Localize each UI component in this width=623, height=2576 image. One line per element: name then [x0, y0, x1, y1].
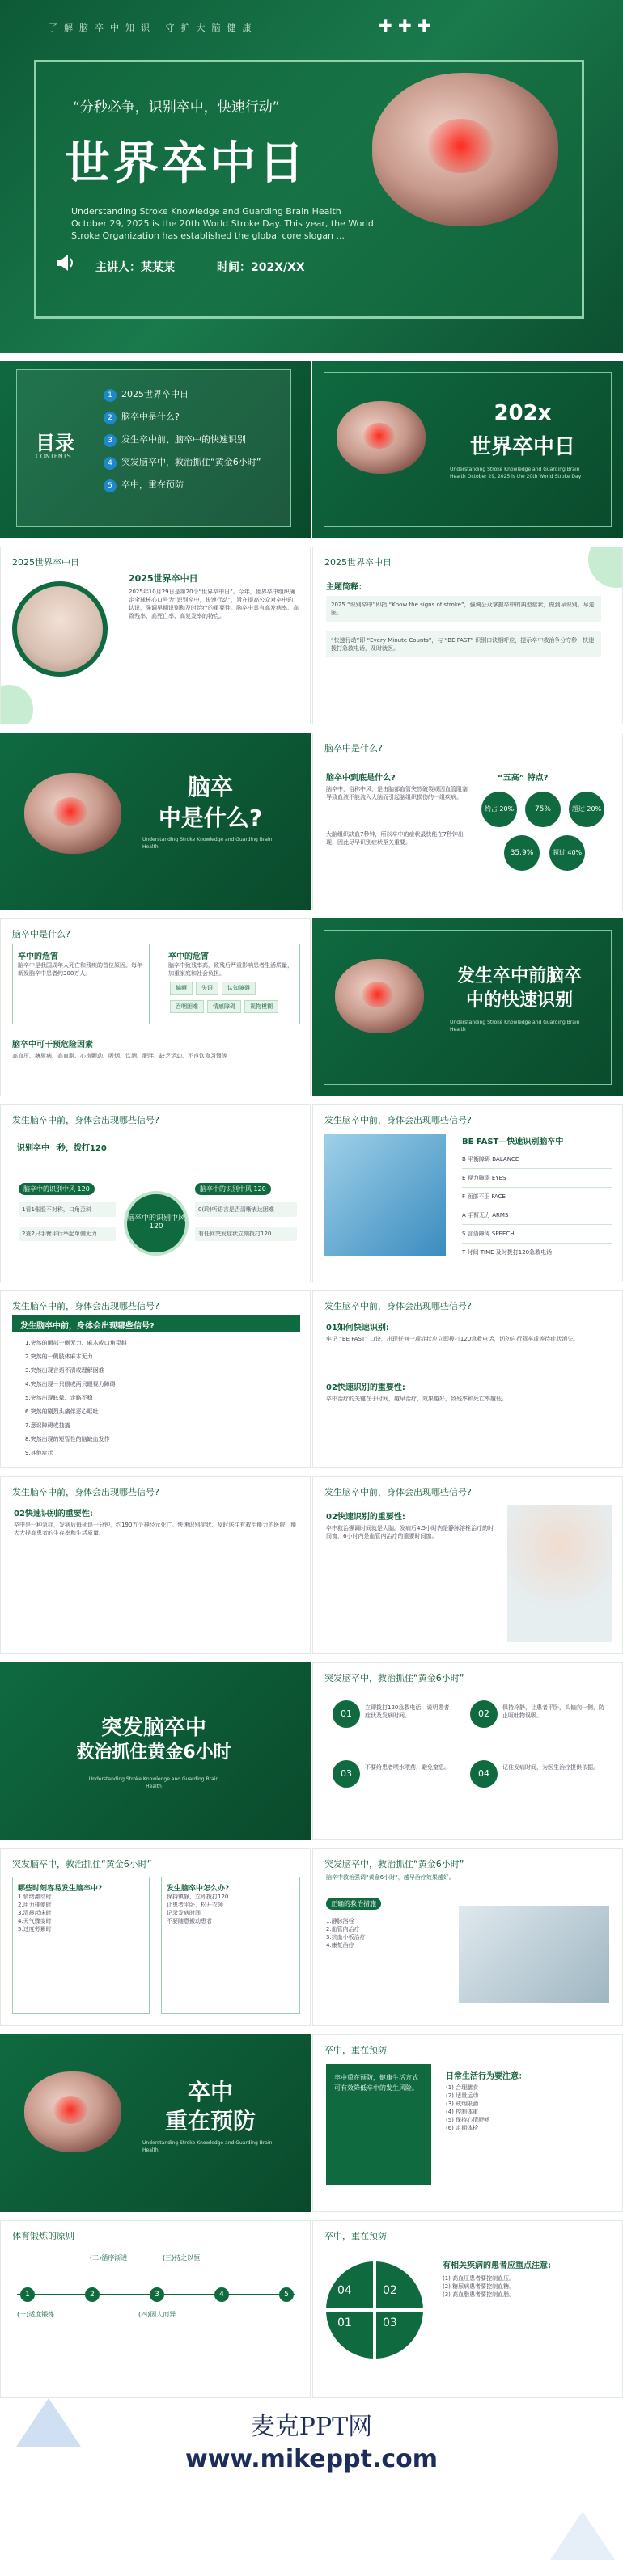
be-fast-item: F 面部不正 FACE: [462, 1188, 612, 1206]
slide-header: 体育锻炼的原则: [12, 2231, 74, 2241]
cover-title-line1: 脑卒: [187, 774, 233, 800]
section-pill: 正确的救治措施: [326, 1898, 381, 1910]
treatment-item: 3.抗血小板治疗: [326, 1934, 366, 1940]
brain-image: [24, 2071, 121, 2152]
slide-cover-2: [0, 733, 311, 910]
be-fast-item: A 手臂无力 ARMS: [462, 1206, 612, 1225]
signal-item: 1.突然的面部一侧无力、麻木或口角歪斜: [25, 1340, 127, 1346]
toc-item[interactable]: 2 脑卒中是什么?: [104, 406, 261, 429]
quadrant-num: 04: [337, 2284, 352, 2297]
body-text: 大脑组织缺血7秒钟，所以卒中的症状最快能在7秒钟出现，因此尽早识别症状至关重要。: [326, 831, 464, 846]
slide-header: 突发脑卒中，救治抓住“黄金6小时”: [12, 1859, 152, 1869]
cover-title-line2: 中的快速识别: [465, 990, 573, 1011]
slide-header: 突发脑卒中，救治抓住“黄金6小时”: [324, 1859, 464, 1869]
card-item: 2.用力排便时: [18, 1902, 52, 1908]
slide-what-is-stroke: [312, 733, 623, 910]
section-pill: 脑卒中的识别中风 120: [195, 1183, 271, 1195]
prevention-item: (3) 戒烟限酒: [446, 2101, 479, 2107]
slide-treatment: [312, 1848, 623, 2026]
quadrant-divider: [326, 2308, 423, 2312]
prevention-item: (1) 合理膳食: [446, 2084, 479, 2091]
card-item: 1.情绪激动时: [18, 1894, 52, 1900]
section-text: 牢记 “BE FAST” 口诀，出现任何一项症状应立即拨打120急救电话，切勿自行驾车或等待症状消失。: [326, 1336, 579, 1342]
stat-bubble: 超过 20%: [569, 792, 604, 827]
slide-cover-5: [0, 2034, 311, 2212]
toc-title: 目录: [36, 432, 74, 454]
watermark-logo-cn: 麦克PPT网: [250, 2413, 373, 2441]
cover-english: Understanding Stroke Knowledge and Guarding Brain Health: [450, 1020, 580, 1033]
banner-title: 发生脑卒中前，身体会出现哪些信号?: [12, 1315, 300, 1332]
slide-header: 发生脑卒中前，身体会出现哪些信号?: [12, 1301, 159, 1311]
section-text: 卒中是一种急症，发病后每延误一分钟，约190万个神经元死亡。快速识别症状、及时送往有救治能力的医院，能大大提高患者的生存率和生活质量。: [14, 1522, 297, 1536]
step-circle: 04: [470, 1760, 498, 1788]
slide-toc: [0, 361, 311, 538]
section-pill: 脑卒中的识别中风 120: [19, 1183, 95, 1195]
slide-header: 发生脑卒中前，身体会出现哪些信号?: [12, 1115, 159, 1125]
cover-title-line2: 世界卒中日: [469, 435, 575, 459]
slide-importance-doctor: [312, 1476, 623, 1654]
cover-title-line2: 重在预防: [164, 2108, 256, 2135]
slide-header: 脑卒中是什么?: [12, 929, 70, 940]
card-item: 让患者平卧，松开衣领: [167, 1902, 223, 1908]
plus-icon: ✚: [379, 16, 392, 36]
symptom-tag: 认知障碍: [222, 982, 256, 995]
be-fast-title: BE FAST—快速识别脑卒中: [462, 1138, 564, 1147]
slide-theme: [312, 547, 623, 724]
subtitle: 主题简释：: [326, 583, 367, 592]
card-title: 卒中的危害: [18, 952, 58, 961]
cover-english: Understanding Stroke Knowledge and Guarding Brain Health October 29, 2025 is the 20th World Stroke Day: [450, 467, 582, 479]
treatment-item: 4.康复治疗: [326, 1942, 354, 1949]
brain-image: [337, 401, 426, 474]
slide-when-stroke: [0, 1848, 311, 2026]
timeline-node: 1: [20, 2287, 35, 2302]
center-circle: 脑卒中的识别中风120: [124, 1191, 189, 1256]
quadrant-num: 03: [383, 2316, 397, 2329]
watermark-area: [0, 2398, 623, 2576]
stat-bubble: 75%: [525, 792, 561, 827]
hero-top-text: 了解脑卒中知识 守护大脑健康: [49, 23, 258, 33]
card-text: 脑卒中是我国成年人死亡和残疾的首位原因。每年新发脑卒中患者约300万人。: [18, 962, 142, 977]
speaker-name: 主讲人：某某某: [95, 261, 175, 274]
subtitle: 识别卒中一秒，拨打120: [17, 1144, 107, 1153]
doctor-tech-photo: [324, 1134, 446, 1256]
slide-cover-3: [312, 918, 623, 1096]
disease-item: (3) 高血脂患者要控制血脂。: [443, 2291, 515, 2298]
cover-title-line1: 发生卒中前脑卒: [456, 966, 582, 986]
signal-item: 8.突然出现的短暂性的脑缺血发作: [25, 1436, 110, 1442]
slide-header: 脑卒中是什么?: [324, 743, 383, 754]
slide-header: 发生脑卒中前，身体会出现哪些信号?: [12, 1487, 159, 1497]
step-circle: 02: [470, 1700, 498, 1728]
cover-english: Understanding Stroke Knowledge and Guarding Brain Health: [142, 837, 273, 850]
quadrant-circle: [326, 2261, 423, 2359]
card-item: 保持镇静，立即拨打120: [167, 1894, 229, 1900]
prevention-item: (4) 控制体重: [446, 2109, 479, 2115]
slide-header: 发生脑卒中前，身体会出现哪些信号?: [324, 1115, 472, 1125]
plus-icon: ✚: [417, 16, 431, 36]
cover-title-line1: 突发脑卒中: [100, 1716, 206, 1740]
section-title: 02快速识别的重要性:: [326, 1513, 405, 1522]
slide-signals-list: [0, 1290, 311, 1468]
signal-list: [25, 1337, 292, 1460]
slide-prevention: [312, 2034, 623, 2212]
be-fast-item: T 时间 TIME 及时拨打120急救电话: [462, 1249, 553, 1256]
section-title: 有相关疾病的患者应重点注意:: [443, 2261, 551, 2270]
timeline-node: 4: [214, 2287, 229, 2302]
list-item: 0(聆)听语言是否清晰表达困难: [195, 1202, 297, 1217]
timeline-node: 2: [85, 2287, 100, 2302]
hero-slide: [0, 0, 623, 353]
slide-header: 2025世界卒中日: [324, 557, 392, 568]
info-card: [161, 1877, 300, 2014]
slide-identify-importance: [312, 1290, 623, 1468]
be-fast-list: [462, 1151, 612, 1261]
toc-item[interactable]: 4 突发脑卒中，救治抓住“黄金6小时”: [104, 451, 261, 474]
brain-image: [335, 959, 424, 1033]
cover-title-line2: 中是什么?: [158, 804, 263, 831]
disease-item: (2) 糖尿病患者要控制血糖。: [443, 2283, 515, 2290]
prevention-list: [446, 2084, 608, 2132]
risk-text: 高血压、糖尿病、高血脂、心房颤动、吸烟、饮酒、肥胖、缺乏运动、不良饮食习惯等: [12, 1053, 227, 1059]
slide-golden-hours: [312, 1662, 623, 1840]
cover-english: Understanding Stroke Knowledge and Guarding Brain Health: [142, 2140, 273, 2153]
step-text: 保持冷静，让患者平卧，头偏向一侧，防止呕吐物误吸。: [502, 1704, 604, 1719]
brain-image: [372, 73, 558, 226]
section-title: 日常生活行为要注意：: [446, 2072, 527, 2081]
body-text: 2025年10月29日是第20个“世界卒中日”。今年，世界卒中组织确定全球核心口号为“识别卒中，快速行动”，旨在提高公众对卒中的认识，强调早期识别和及时治疗的重要性。脑卒中具有高发病率、高致残率、高死亡率、高复发率的特点。: [129, 589, 299, 619]
step-text: 立即拨打120急救电话，说明患者症状及发病时间。: [365, 1704, 450, 1719]
plus-icon: ✚: [398, 16, 412, 36]
section-title: 02快速识别的重要性:: [326, 1383, 405, 1392]
cover-title-line2: 救治抓住黄金6小时: [76, 1742, 231, 1763]
slide-header: 发生脑卒中前，身体会出现哪些信号?: [324, 1487, 472, 1497]
treatment-item: 1.静脉溶栓: [326, 1918, 354, 1924]
section-text: 卒中治疗的关键在于时间，越早治疗，效果越好，致残率和死亡率越低。: [326, 1396, 507, 1402]
step-text: 记住发病时间，为医生治疗提供依据。: [502, 1764, 599, 1771]
card-item: 5.过度劳累时: [18, 1926, 52, 1932]
quadrant-num: 02: [383, 2284, 397, 2297]
prevention-box: 卒中重在预防，健康生活方式可有效降低卒中的发生风险。: [326, 2064, 431, 2185]
signal-item: 3.突然出现言语不清或理解困难: [25, 1367, 104, 1374]
exercise-principle: (二)循序渐进: [90, 2254, 128, 2261]
list-item: 2查2只手臂平行举起单侧无力: [19, 1227, 116, 1241]
be-fast-item: S 言语障碍 SPEECH: [462, 1225, 612, 1244]
slide-cover-1: [312, 361, 623, 538]
theme-item: “快速行动”即 “Every Minute Counts”，与 “BE FAST” 识别口诀相呼应，提示卒中救治争分夺秒，快速拨打急救电话，及时就医。: [326, 631, 601, 657]
signal-item: 7.意识障碍或抽搐: [25, 1422, 70, 1429]
step-circle: 03: [333, 1760, 360, 1788]
cover-title-line1: 卒中: [187, 2079, 233, 2105]
signal-item: 6.突然的剧烈头痛伴恶心呕吐: [25, 1408, 99, 1415]
theme-item: 2025 “识别卒中”即指 “Know the signs of stroke”，强调公众掌握卒中的典型症状，做到早识别、早送医。: [326, 596, 601, 622]
step-circle: 01: [333, 1700, 360, 1728]
card-title: 发生脑卒中怎么办?: [167, 1885, 230, 1893]
toc-item[interactable]: 3 发生卒中前、脑卒中的快速识别: [104, 429, 261, 451]
prevention-item: (2) 适量运动: [446, 2092, 479, 2099]
card-item: 不要随意搬动患者: [167, 1918, 212, 1924]
slide-exercise: [0, 2220, 311, 2398]
step-text: 不要给患者喂水喂药，避免窒息。: [365, 1764, 450, 1771]
presentation-time: 时间：202X/XX: [217, 261, 305, 274]
doctor-photo: [12, 581, 108, 677]
disease-list: [443, 2274, 609, 2299]
stat-bubble: 约占 20%: [481, 792, 517, 827]
cover-title-line1: 202x: [494, 401, 552, 425]
card-item: 4.天气骤变时: [18, 1918, 52, 1924]
list-item: 有任何突发症状立刻拨打120: [195, 1227, 297, 1241]
signal-item: 2.突然的一侧肢体麻木无力: [25, 1353, 93, 1360]
slide-cover-4: [0, 1662, 311, 1840]
hero-quote: “分秒必争，识别卒中，快速行动”: [73, 99, 280, 116]
treatment-item: 2.血管内治疗: [326, 1926, 360, 1932]
section-text: 卒中救治强调时间就是大脑。发病后4.5小时内是静脉溶栓治疗的时间窗，6小时内是血管内治疗的重要时间窗。: [326, 1525, 494, 1539]
exercise-principle: (一)适度锻炼: [17, 2311, 55, 2318]
toc-list: [104, 383, 261, 496]
slide-header: 卒中，重在预防: [324, 2045, 387, 2055]
prevention-item: (6) 定期体检: [446, 2125, 479, 2131]
card-item: 3.清晨起床时: [18, 1910, 52, 1916]
signal-item: 4.突然出现一只眼或两只眼视力障碍: [25, 1381, 116, 1387]
slide-importance-text: [0, 1476, 311, 1654]
five-high-title: “五高” 特点?: [498, 774, 549, 783]
symptom-tag: 偏瘫: [170, 982, 193, 995]
harm-card: [163, 944, 300, 1024]
slide-world-stroke-day: [0, 547, 311, 724]
slide-stroke-harm: [0, 918, 311, 1096]
card-item: 记录发病时间: [167, 1910, 201, 1916]
stat-bubble: 35.9%: [504, 835, 540, 871]
slide-header: 卒中，重在预防: [324, 2231, 387, 2241]
slide-header: 2025世界卒中日: [12, 557, 79, 568]
card-title: 卒中的危害: [168, 952, 209, 961]
toc-item[interactable]: 5 卒中，重在预防: [104, 474, 261, 496]
hero-title: 世界卒中日: [65, 137, 307, 190]
slide-header: 发生脑卒中前，身体会出现哪些信号?: [324, 1301, 472, 1311]
decor-triangle: [550, 2511, 615, 2560]
symptom-tag: 失语: [196, 982, 218, 995]
medical-device-photo: [459, 1906, 609, 2003]
toc-subtitle: CONTENTS: [36, 453, 71, 460]
stat-bubble: 超过 40%: [549, 835, 585, 871]
decor-circle: [0, 685, 33, 724]
list-item: 1看1张脸不对称，口角歪斜: [19, 1202, 116, 1217]
speaker-icon: [55, 252, 78, 273]
treatment-list: [326, 1917, 447, 1949]
card-text: 脑卒中致残率高，致残后严重影响患者生活质量，加重家庭和社会负担。: [168, 962, 293, 977]
disease-item: (1) 高血压患者要控制血压。: [443, 2275, 515, 2282]
signal-item: 5.突然出现眩晕、走路不稳: [25, 1395, 93, 1401]
slide-disease-attention: [312, 2220, 623, 2398]
quadrant-num: 01: [337, 2316, 352, 2329]
exercise-principle: (四)因人而异: [138, 2311, 176, 2318]
exercise-principle: (三)持之以恒: [163, 2254, 201, 2261]
harm-card: [12, 944, 150, 1024]
timeline-node: 5: [279, 2287, 294, 2302]
top-text: 脑卒中救治强调“黄金6小时”，越早治疗效果越好。: [326, 1874, 455, 1881]
box-title: 2025世界卒中日: [129, 573, 198, 584]
symptom-tag: 吞咽困难: [170, 1000, 204, 1013]
slide-header: 突发脑卒中，救治抓住“黄金6小时”: [324, 1673, 464, 1683]
watermark-logo-url[interactable]: www.mikeppt.com: [185, 2445, 438, 2473]
hero-english-text: Understanding Stroke Knowledge and Guarding Brain Health October 29, 2025 is the 20th World Stroke Day. This year, the World Stroke Organization has established the global core slogan ...: [71, 206, 374, 241]
info-card: [12, 1877, 150, 2014]
body-text: 脑卒中，俗称中风，是由脑部血管突然破裂或因血管阻塞导致血液不能流入大脑而引起脑组织损伤的一组疾病。: [326, 786, 468, 800]
be-fast-item: E 视力障碍 EYES: [462, 1169, 612, 1188]
symptom-tag: 视物模糊: [244, 1000, 278, 1013]
prevention-item: (5) 保持心情舒畅: [446, 2117, 490, 2123]
cover-english: Understanding Stroke Knowledge and Guarding Brain Health: [88, 1776, 219, 1789]
slide-stroke-120: [0, 1104, 311, 1282]
signal-item: 9.其他症状: [25, 1450, 53, 1456]
decor-circle: [588, 547, 623, 588]
section-title: 01如何快速识别:: [326, 1324, 389, 1332]
symptom-tag: 情感障碍: [207, 1000, 241, 1013]
risk-title: 脑卒中可干预危险因素: [12, 1041, 93, 1049]
be-fast-item: B 平衡障碍 BALANCE: [462, 1151, 612, 1169]
question-title: 脑卒中到底是什么?: [326, 774, 396, 783]
card-title: 哪些时刻容易发生脑卒中?: [18, 1885, 103, 1893]
doctor-photo: [507, 1505, 612, 1642]
slide-be-fast: [312, 1104, 623, 1282]
toc-item[interactable]: 1 2025世界卒中日: [104, 383, 261, 406]
timeline-node: 3: [150, 2287, 164, 2302]
brain-image: [24, 773, 121, 854]
section-title: 02快速识别的重要性:: [14, 1510, 93, 1518]
